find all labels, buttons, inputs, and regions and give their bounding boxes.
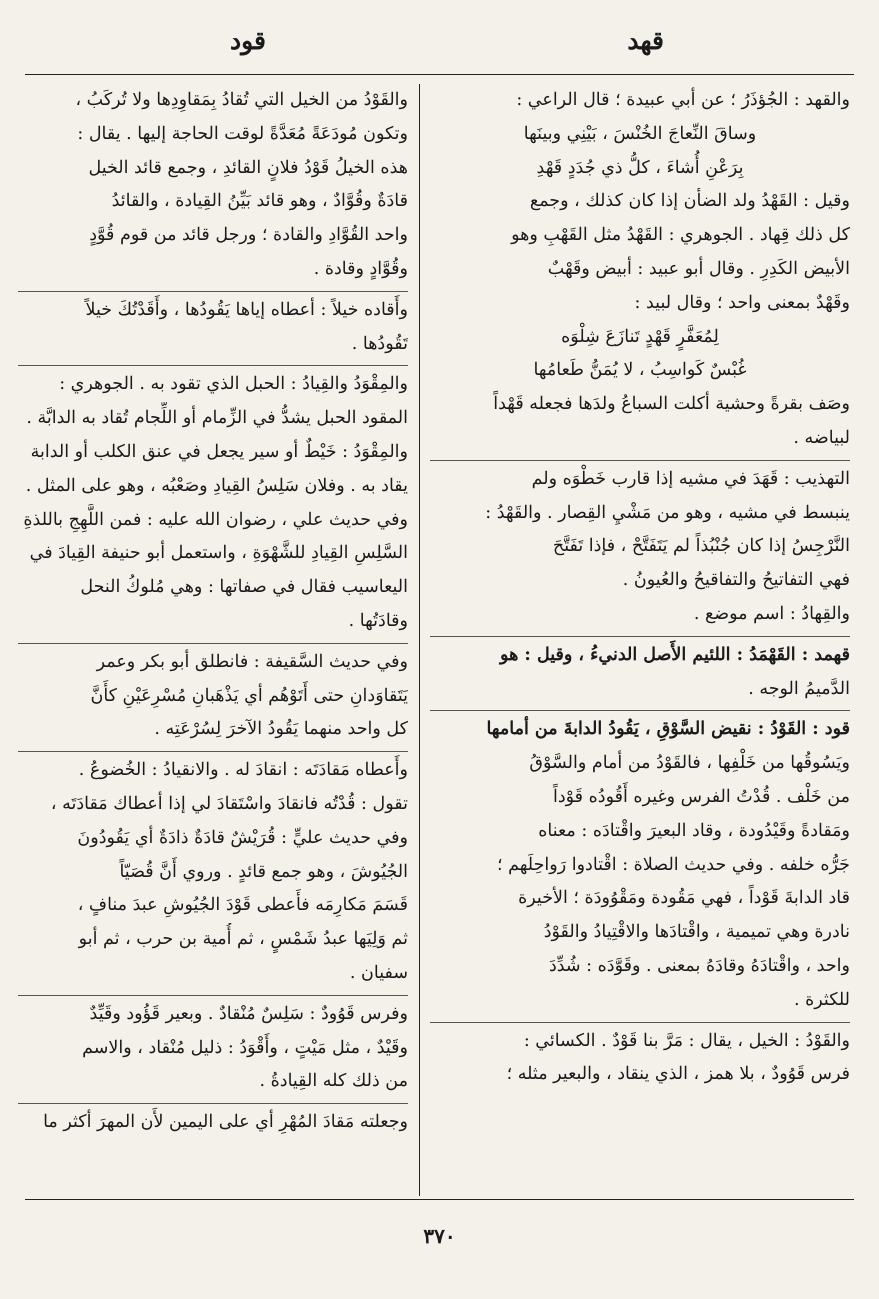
footer-rule — [25, 1199, 854, 1200]
text-line: وتكون مُودَعَةً مُعَدَّةً لوقت الحاجة إليها . يقال : — [77, 123, 408, 144]
running-headword-left: قود — [230, 26, 266, 55]
left-column — [18, 84, 408, 1196]
text-line: من خَلْف . قُدْتُ الفرس وغيره أَقُودُه قَوْداً — [552, 786, 850, 807]
running-headword-right: قهد — [627, 26, 664, 55]
paragraph-rule — [430, 460, 850, 632]
text-line: نادرة وهي تميمية ، واقْتادَها والاقْتِيادُ والقَوْدُ — [543, 922, 850, 943]
text-line: والقَوْدُ من الخيل التي تُقادُ بِمَقاوِدِها ولا تُركَبُ ، — [75, 90, 408, 110]
verse-line: غُبْسٌ كَواسِبُ ، لا يُمَنُّ طَعامُها — [533, 360, 747, 381]
text-line: ومَقادةً وقَيْدُودة ، وقاد البعيرَ واقْتادَه : معناه — [538, 820, 850, 841]
text-line: وأَقاده خيلاً : أعطاه إياها يَقُودُها ، وأَقَدْتُكَ خيلاً — [85, 299, 408, 320]
text-line: واحد ، واقْتادَهُ وقادَهُ بمعنى . وقَوَّدَه : شُدِّدَ — [548, 955, 850, 976]
paragraph-rule — [18, 643, 408, 747]
text-line: للكثرة . — [793, 989, 850, 1010]
text-line: والمِقْوَدُ والقِيادُ : الحبل الذي تقود به . الجوهري : — [59, 374, 408, 395]
text-line: تَقُودُها . — [351, 333, 408, 354]
text-line: قادَةٌ وقُوَّادٌ ، وهو قائد بَيِّنُ القِيادة ، والقائدُ — [111, 191, 408, 212]
text-line: سفيان . — [349, 962, 408, 983]
text-line: كل واحد منهما يَقُودُ الآخرَ لِسُرْعَتِه . — [154, 719, 408, 740]
text-line: قاد الدابةَ قَوْداً ، فهي مَقُودة ومَقْوُودَة ؛ الأخيرة — [518, 888, 850, 909]
paragraph-rule — [18, 291, 408, 362]
text-line: وقُوَّادٍ وقادة . — [313, 258, 408, 279]
text-line: اليعاسيب فقال في صفاتها : وهي مُلوكُ النحل — [80, 577, 408, 598]
text-line: ويَسُوقُها من خَلْفِها ، فالقَوْدُ من أمام والسَّوْقُ — [529, 753, 850, 774]
text-line: الأبيض الكَدِرِ . وقال أبو عبيد : أبيض وقَهْبٌ — [547, 258, 850, 279]
text-line: تقول : قُدْتُه فانقادَ واسْتَقادَ لي إذا أعطاك مَقادَتَه ، — [50, 793, 408, 814]
text-line: وجعلته مَقادَ المُهْرِ أي على اليمين لأَن المهرَ أكثر ما — [43, 1112, 408, 1133]
paragraph-rule — [430, 710, 850, 1017]
text-line: الجُيُوشَ ، وهو جمع قائدٍ . وروي أَنَّ قُصَيّاً — [119, 861, 408, 882]
text-line: وقَهْدٌ بمعنى واحد ؛ وقال لبيد : — [634, 292, 850, 313]
text-line: الدَّميمُ الوجه . — [748, 678, 850, 699]
text-line: من ذلك كله القِيادةُ . — [259, 1071, 408, 1092]
column-divider — [419, 84, 420, 1196]
entry-qawd: قود : القَوْدُ : نقيض السَّوْقِ ، يَقُودُ الدابةَ من أمامها — [486, 719, 850, 740]
text-line: فهي التفاتيحُ والتفاقيحُ والعُيونُ . — [622, 570, 850, 591]
text-line: واحد القُوَّادِ والقادة ؛ ورجل قائد من قوم قُوَّدٍ — [89, 225, 408, 246]
text-line: والقهد : الجُؤذَرُ ؛ عن أبي عبيدة ؛ قال الراعي : — [516, 90, 850, 110]
text-line: وفرس قَوُودٌ : سَلِسٌ مُنْقادٌ . وبعير قَؤُود وقَيِّدٌ — [89, 1003, 408, 1024]
text-line: كل ذلك قِهاد . الجوهري : القَهْدُ مثل القَهْبِ وهو — [511, 225, 850, 246]
text-line: وصَف بقرةً وحشية أكلت السباعُ ولدَها فجعله قَهْداً — [493, 394, 850, 415]
text-line: والمِقْوَدُ : خَيْطٌ أو سير يجعل في عنق الكلب أو الدابة — [30, 441, 408, 462]
text-line: وأَعطاه مَقادَتَه : انقادَ له . والانقيادُ : الخُضوعُ . — [78, 760, 408, 781]
text-line: والقَوْدُ : الخيل ، يقال : مَرَّ بنا قَوْدٌ . الكسائي : — [523, 1030, 850, 1051]
text-line: وفي حديث علي ، رضوان الله عليه : فمن اللَّهِجِ باللذةِ — [23, 509, 408, 530]
text-line: يقاد به . وفلان سَلِسُ القِيادِ وصَعْبُه ، وهو على المثل . — [25, 475, 408, 496]
verse-line: بِرَعْنِ أُشاءَ ، كلُّ ذي جُدَدٍ قَهْدِ — [536, 157, 744, 178]
text-line: وقادَتُها . — [348, 610, 408, 631]
text-line: السَّلِسِ القِيادِ للشَّهْوَةِ ، واستعمل أبو حنيفة القِيادَ في — [29, 543, 408, 564]
text-line: فرس قَوُودٌ ، بلا همز ، الذي ينقاد ، والبعير مثله ؛ — [506, 1064, 850, 1085]
text-line: وقيل : القَهْدُ ولد الضأن إذا كان كذلك ، وجمع — [529, 191, 850, 212]
paragraph-rule — [430, 1022, 850, 1093]
text-line: وفي حديث عليٍّ : قُرَيْشٌ قادَةٌ ذادَةٌ أي يَقُودُونَ — [77, 827, 408, 848]
text-line: وفي حديث السَّقيفة : فانطلق أبو بكر وعمر — [96, 651, 408, 672]
paragraph-rule — [18, 751, 408, 991]
text-line: ينبسط في مشيه ، وهو من مَشْيِ القِصار . والقَهْدُ : — [485, 502, 850, 523]
entry-qahmad: قهمد : القَهْمَدُ : اللئيم الأَصل الدنيءُ ، وقيل : هو — [500, 644, 850, 665]
text-line: يَتَقاوَدانِ حتى أَتَوْهُم أي يَذْهَبانِ مُسْرِعَيْنِ كأَنَّ — [90, 685, 408, 706]
header-rule — [25, 74, 854, 75]
text-line: وقَيْدٌ ، مثل مَيْتٍ ، وأَقْوَدُ : ذليل مُنْقاد ، والاسم — [82, 1037, 408, 1058]
text-line: هذه الخيلُ قَوْدُ فلانٍ القائدِ ، وجمع قائد الخيل — [88, 157, 408, 178]
text-line: النَّرْجِسُ إذا كان جُنْبُذاً لم يَتَفَتَّحْ ، فإذا تَفَتَّحَ — [552, 536, 850, 557]
text-line: والقِهادُ : اسم موضع . — [693, 603, 850, 624]
verse-line: لِمُعَفَّرٍ قَهْدٍ تَنازَعَ شِلْوَه — [561, 326, 719, 347]
page-number: ٣٧٠ — [423, 1224, 456, 1248]
right-column — [430, 84, 850, 1196]
text-line: ثم وَلِيَها عبدُ شَمْسٍ ، ثم أُمية بن حرب ، ثم أبو — [78, 929, 408, 950]
text-line: التهذيب : قَهَدَ في مشيه إذا قارب خَطْوَه ولم — [531, 468, 850, 489]
text-line: جَرُّه خلفه . وفي حديث الصلاة : اقْتادوا رَواحِلَهم ؛ — [496, 854, 850, 875]
text-line: المقود الحبل يشدُّ في الزِّمام أو اللِّجام تُقاد به الدابَّة . — [26, 408, 408, 429]
paragraph-rule — [18, 995, 408, 1099]
paragraph-rule — [430, 636, 850, 707]
paragraph-rule — [18, 365, 408, 638]
text-line: لبياضه . — [793, 427, 850, 448]
text-line: قَسَمَ مَكارِمَه فأَعطى قَوْدَ الجُيُوشِ عبدَ منافٍ ، — [77, 895, 408, 916]
paragraph-rule — [18, 1103, 408, 1140]
verse-line: وساقَ النِّعاجَ الخُنْسَ ، بَيْنِي وبينَها — [523, 123, 757, 144]
page-header — [30, 22, 849, 72]
